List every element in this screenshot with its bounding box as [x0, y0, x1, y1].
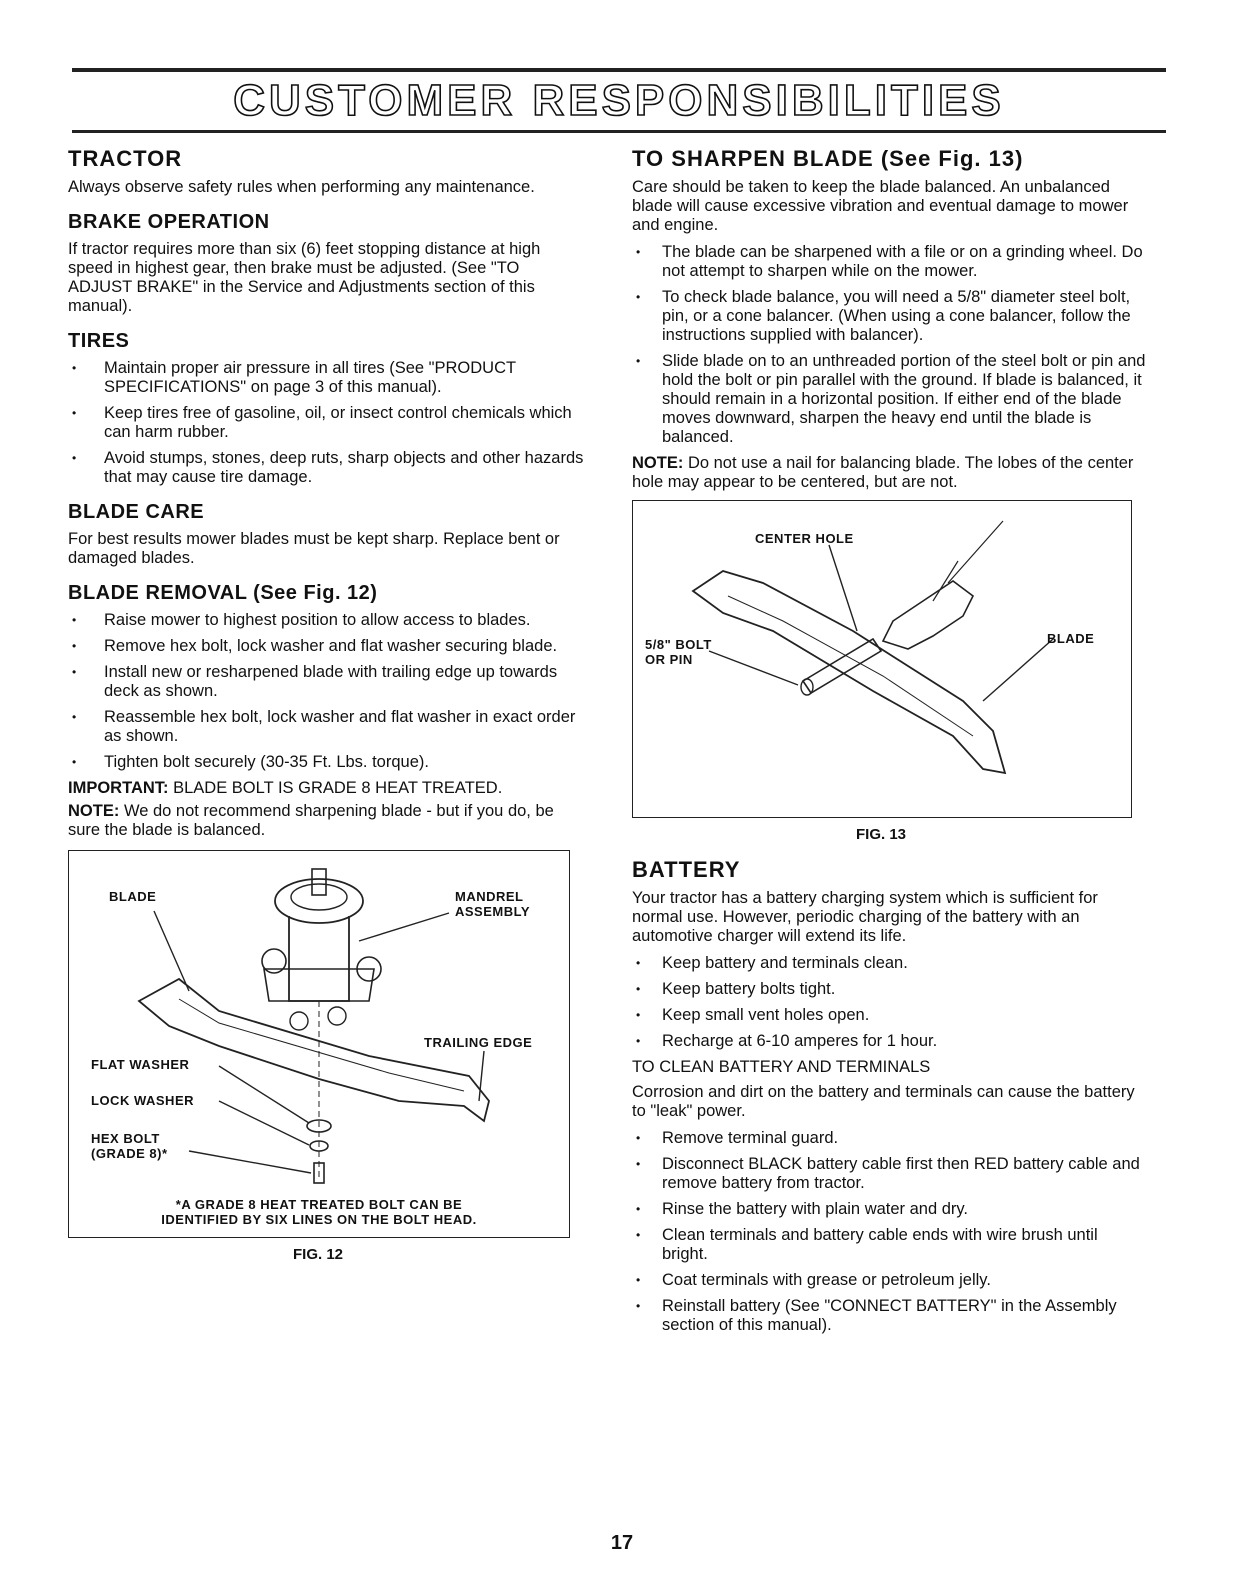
list-item: • Avoid stumps, stones, deep ruts, sharp objects and other hazards that may cause tire damage.	[68, 449, 586, 487]
fig13-label-bolt-line2: OR PIN	[645, 652, 693, 667]
important-text: BLADE BOLT IS GRADE 8 HEAT TREATED.	[173, 779, 503, 797]
sharpen-note	[632, 454, 1146, 492]
battery-text: Your tractor has a battery charging system which is sufficient for normal use. However, periodic charging of the battery with an automotive charger will extend its life.	[632, 889, 1098, 945]
note-text: Do not use a nail for balancing blade. The lobes of the center hole may appear to be centered, but are not.	[632, 454, 1134, 491]
list-item: • Slide blade on to an unthreaded portion of the steel bolt or pin and hold the bolt or pin parallel with the ground. If blade is balanced, it should remain in a horizontal position. If either end of the blade moves downward, sharpen the heavy end until the blade is balanced.	[632, 352, 1146, 447]
list-item: • Reassemble hex bolt, lock washer and flat washer in exact order as shown.	[68, 708, 586, 746]
fig12-footnote	[69, 1197, 569, 1227]
left-column	[68, 146, 586, 1263]
fig13-label-bolt	[645, 637, 712, 667]
fig12-label-flat-washer: FLAT WASHER	[91, 1057, 190, 1072]
figure-12	[68, 850, 570, 1238]
fig12-label-hex-bolt	[91, 1131, 168, 1161]
top-rule	[72, 68, 1166, 72]
list-item: • To check blade balance, you will need a 5/8" diameter steel bolt, pin, or a cone balancer. (When using a cone balancer, follow the instructions supplied with balancer).	[632, 288, 1146, 345]
clean-battery-list	[632, 1129, 1146, 1335]
fig12-footnote-line1: *A GRADE 8 HEAT TREATED BOLT CAN BE	[175, 1197, 463, 1212]
list-item: • Rinse the battery with plain water and dry.	[632, 1200, 1146, 1219]
fig12-label-hex-bolt-line2: (GRADE 8)*	[91, 1146, 168, 1161]
note-label: NOTE:	[632, 454, 684, 472]
note-text: We do not recommend sharpening blade - but if you do, be sure the blade is balanced.	[68, 802, 554, 839]
list-item: • Keep tires free of gasoline, oil, or insect control chemicals which can harm rubber.	[68, 404, 586, 442]
blade-removal-heading: BLADE REMOVAL (See Fig. 12)	[68, 582, 378, 604]
tires-heading: TIRES	[68, 330, 130, 352]
tires-list	[68, 359, 586, 487]
list-item: • Keep small vent holes open.	[632, 1006, 1146, 1025]
list-item: • Install new or resharpened blade with trailing edge up towards deck as shown.	[68, 663, 586, 701]
sharpen-heading: TO SHARPEN BLADE (See Fig. 13)	[632, 146, 1024, 171]
page-title: CUSTOMER RESPONSIBILITIES	[233, 76, 1005, 125]
list-item: • Keep battery and terminals clean.	[632, 954, 1146, 973]
fig13-label-center-hole: CENTER HOLE	[755, 531, 854, 546]
removal-note	[68, 802, 586, 840]
fig12-caption: FIG. 12	[292, 1246, 344, 1263]
list-item: • Keep battery bolts tight.	[632, 980, 1146, 999]
blade-care-text: For best results mower blades must be kept sharp. Replace bent or damaged blades.	[68, 530, 560, 567]
list-item: • Clean terminals and battery cable ends with wire brush until bright.	[632, 1226, 1146, 1264]
list-item: • Disconnect BLACK battery cable first then RED battery cable and remove battery from tractor.	[632, 1155, 1146, 1193]
list-item: • Remove terminal guard.	[632, 1129, 1146, 1148]
fig13-label-bolt-line1: 5/8" BOLT	[645, 637, 712, 652]
list-item: • The blade can be sharpened with a file or on a grinding wheel. Do not attempt to sharpen while on the mower.	[632, 243, 1146, 281]
fig13-caption: FIG. 13	[855, 826, 907, 843]
clean-battery-text: Corrosion and dirt on the battery and terminals can cause the battery to "leak" power.	[632, 1083, 1135, 1120]
list-item: • Tighten bolt securely (30-35 Ft. Lbs. torque).	[68, 753, 586, 772]
fig12-label-trailing-edge: TRAILING EDGE	[424, 1035, 533, 1050]
blade-removal-list	[68, 611, 586, 772]
fig13-label-blade: BLADE	[1047, 631, 1095, 646]
blade-care-heading: BLADE CARE	[68, 501, 205, 523]
figure-13	[632, 500, 1132, 818]
list-item: • Coat terminals with grease or petroleum jelly.	[632, 1271, 1146, 1290]
tractor-text: Always observe safety rules when performing any maintenance.	[68, 178, 535, 196]
battery-list	[632, 954, 1146, 1051]
note-label: NOTE:	[68, 802, 120, 820]
page-number: 17	[610, 1532, 634, 1554]
list-item: • Remove hex bolt, lock washer and flat washer securing blade.	[68, 637, 586, 656]
clean-battery-heading: TO CLEAN BATTERY AND TERMINALS	[632, 1058, 931, 1076]
fig12-label-blade: BLADE	[109, 889, 157, 904]
battery-heading: BATTERY	[632, 857, 741, 882]
fig12-label-mandrel-line1: MANDREL	[455, 889, 524, 904]
fig12-label-mandrel-line2: ASSEMBLY	[455, 904, 531, 919]
list-item: • Reinstall battery (See "CONNECT BATTERY" in the Assembly section of this manual).	[632, 1297, 1146, 1335]
important-note	[68, 779, 586, 798]
tractor-heading: TRACTOR	[68, 146, 183, 171]
list-item: • Maintain proper air pressure in all tires (See "PRODUCT SPECIFICATIONS" on page 3 of this manual).	[68, 359, 586, 397]
fig12-label-lock-washer: LOCK WASHER	[91, 1093, 194, 1108]
sharpen-list	[632, 243, 1146, 447]
fig12-footnote-line2: IDENTIFIED BY SIX LINES ON THE BOLT HEAD.	[161, 1212, 477, 1227]
sharpen-text: Care should be taken to keep the blade balanced. An unbalanced blade will cause excessive vibration and eventual damage to mower and engine.	[632, 178, 1129, 234]
title-underline	[72, 130, 1166, 133]
important-label: IMPORTANT:	[68, 779, 169, 797]
fig12-label-mandrel	[455, 889, 530, 919]
list-item: • Raise mower to highest position to allow access to blades.	[68, 611, 586, 630]
brake-text: If tractor requires more than six (6) feet stopping distance at high speed in highest gear, then brake must be adjusted. (See "TO ADJUST BRAKE" in the Service and Adjustments section of this manual).	[68, 240, 541, 315]
brake-heading: BRAKE OPERATION	[68, 211, 270, 233]
fig12-label-hex-bolt-line1: HEX BOLT	[91, 1131, 160, 1146]
right-column	[632, 146, 1146, 1342]
list-item: • Recharge at 6-10 amperes for 1 hour.	[632, 1032, 1146, 1051]
